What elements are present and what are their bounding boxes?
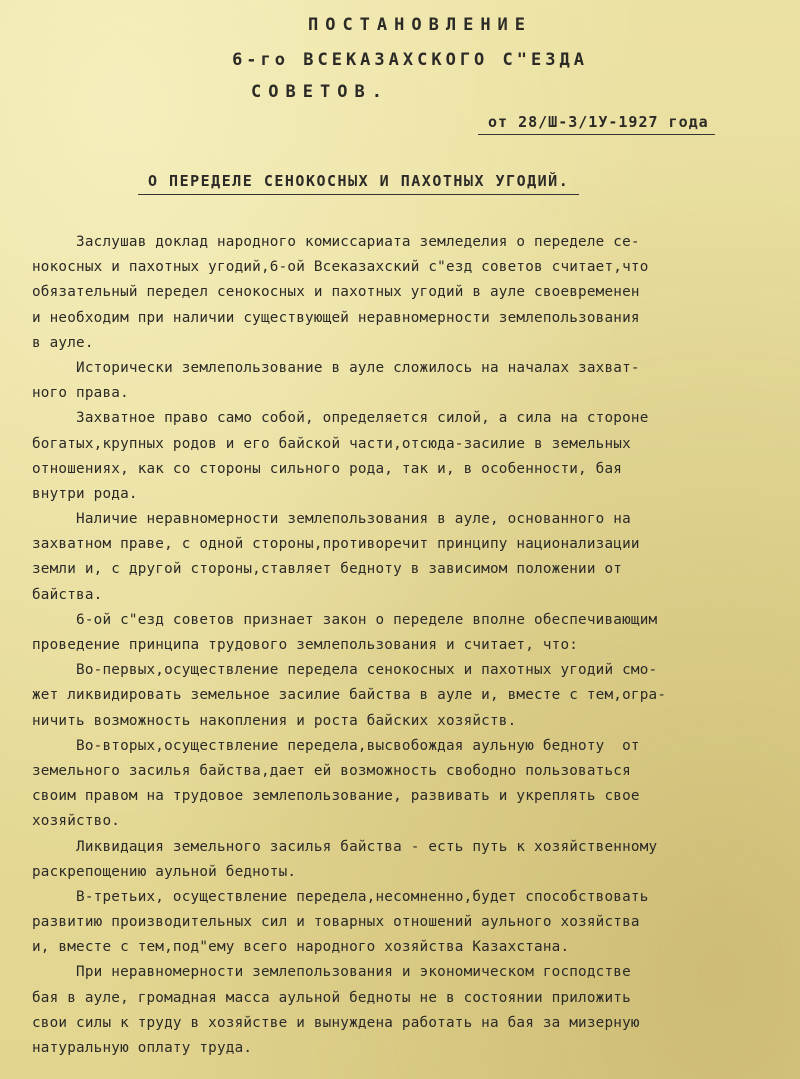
text-line: Исторически землепользование в ауле сложилось на началах захват- — [32, 359, 640, 376]
text-line: и, вместе с тем,под"ему всего народного хозяйства Казахстана. — [32, 939, 570, 956]
document-subject: О ПЕРЕДЕЛЕ СЕНОКОСНЫХ И ПАХОТНЫХ УГОДИЙ. — [138, 172, 579, 195]
paragraph — [32, 960, 790, 1061]
paragraph — [32, 356, 790, 406]
congress-name-continued: СОВЕТОВ. — [251, 82, 389, 102]
text-line: хозяйство. — [32, 813, 121, 830]
text-line: Захватное право само собой, определяется силой, а сила на стороне — [32, 410, 649, 427]
paragraph — [32, 885, 790, 961]
paragraph — [32, 230, 790, 356]
text-line: захватном праве, с одной стороны,противоречит принципу национализации — [32, 536, 640, 553]
text-line: свои силы к труду в хозяйстве и вынуждена работать на бая за мизерную — [32, 1014, 640, 1031]
text-line: натуральную оплату труда. — [32, 1040, 253, 1056]
text-line: своим правом на трудовое землепользование, развивать и укреплять свое — [32, 788, 640, 805]
text-line: в ауле. — [32, 334, 94, 351]
text-line: отношениях, как со стороны сильного рода, так и, в особенности, бая — [32, 460, 623, 477]
text-line: Во-вторых,осуществление передела,высвобождая аульную бедноту от — [32, 737, 640, 754]
text-line: внутри рода. — [32, 485, 138, 502]
paragraph — [32, 507, 790, 608]
text-line: проведение принципа трудового землепользования и считает, что: — [32, 637, 579, 653]
text-line: раскрепощению аульной бедноты. — [32, 863, 297, 880]
text-line: обязательный передел сенокосных и пахотных угодий в ауле своевременен — [32, 284, 640, 301]
text-line: бая в ауле, громадная масса аульной бедноты не в состоянии приложить — [32, 989, 631, 1006]
text-line: Наличие неравномерности землепользования в ауле, основанного на — [32, 511, 631, 528]
text-line: Ликвидация земельного засилья байства - есть путь к хозяйственному — [32, 838, 658, 855]
document-date: от 28/Ш-3/1У-1927 года — [478, 113, 715, 135]
text-line: нокосных и пахотных угодий,6-ой Всеказахский с"езд советов считает,что — [32, 259, 649, 276]
text-line: При неравномерности землепользования и экономическом господстве — [32, 964, 631, 981]
paragraph — [32, 608, 790, 658]
text-line: земли и, с другой стороны,ставляет бедноту в зависимом положении от — [32, 561, 623, 578]
paragraph — [32, 406, 790, 507]
paragraph — [32, 835, 790, 885]
text-line: ного права. — [32, 385, 129, 402]
text-line: Заслушав доклад народного комиссариата земледелия о переделе се- — [32, 234, 640, 250]
document-body — [32, 230, 790, 1061]
paragraph — [32, 734, 790, 835]
text-line: ничить возможность накопления и роста байских хозяйств. — [32, 712, 517, 729]
text-line: земельного засилья байства,дает ей возможность свободно пользоваться — [32, 762, 631, 779]
text-line: Во-первых,осуществление передела сенокосных и пахотных угодий смо- — [32, 662, 658, 679]
text-line: байства. — [32, 586, 103, 603]
text-line: и необходим при наличии существующей неравномерности землепользования — [32, 309, 640, 326]
text-line: жет ликвидировать земельное засилие байства в ауле и, вместе с тем,огра- — [32, 687, 667, 704]
text-line: 6-ой с"езд советов признает закон о переделе вполне обеспечивающим — [32, 611, 658, 628]
text-line: богатых,крупных родов и его байской части,отсюда-засилие в земельных — [32, 435, 631, 452]
text-line: развитию производительных сил и товарных отношений аульного хозяйства — [32, 914, 640, 931]
text-line: В-третьих, осуществление передела,несомненно,будет способствовать — [32, 888, 649, 905]
document-title: ПОСТАНОВЛЕНИЕ — [307, 15, 533, 35]
paragraph — [32, 658, 790, 734]
congress-name: 6-го ВСЕКАЗАХСКОГО С"ЕЗДА — [232, 50, 588, 70]
